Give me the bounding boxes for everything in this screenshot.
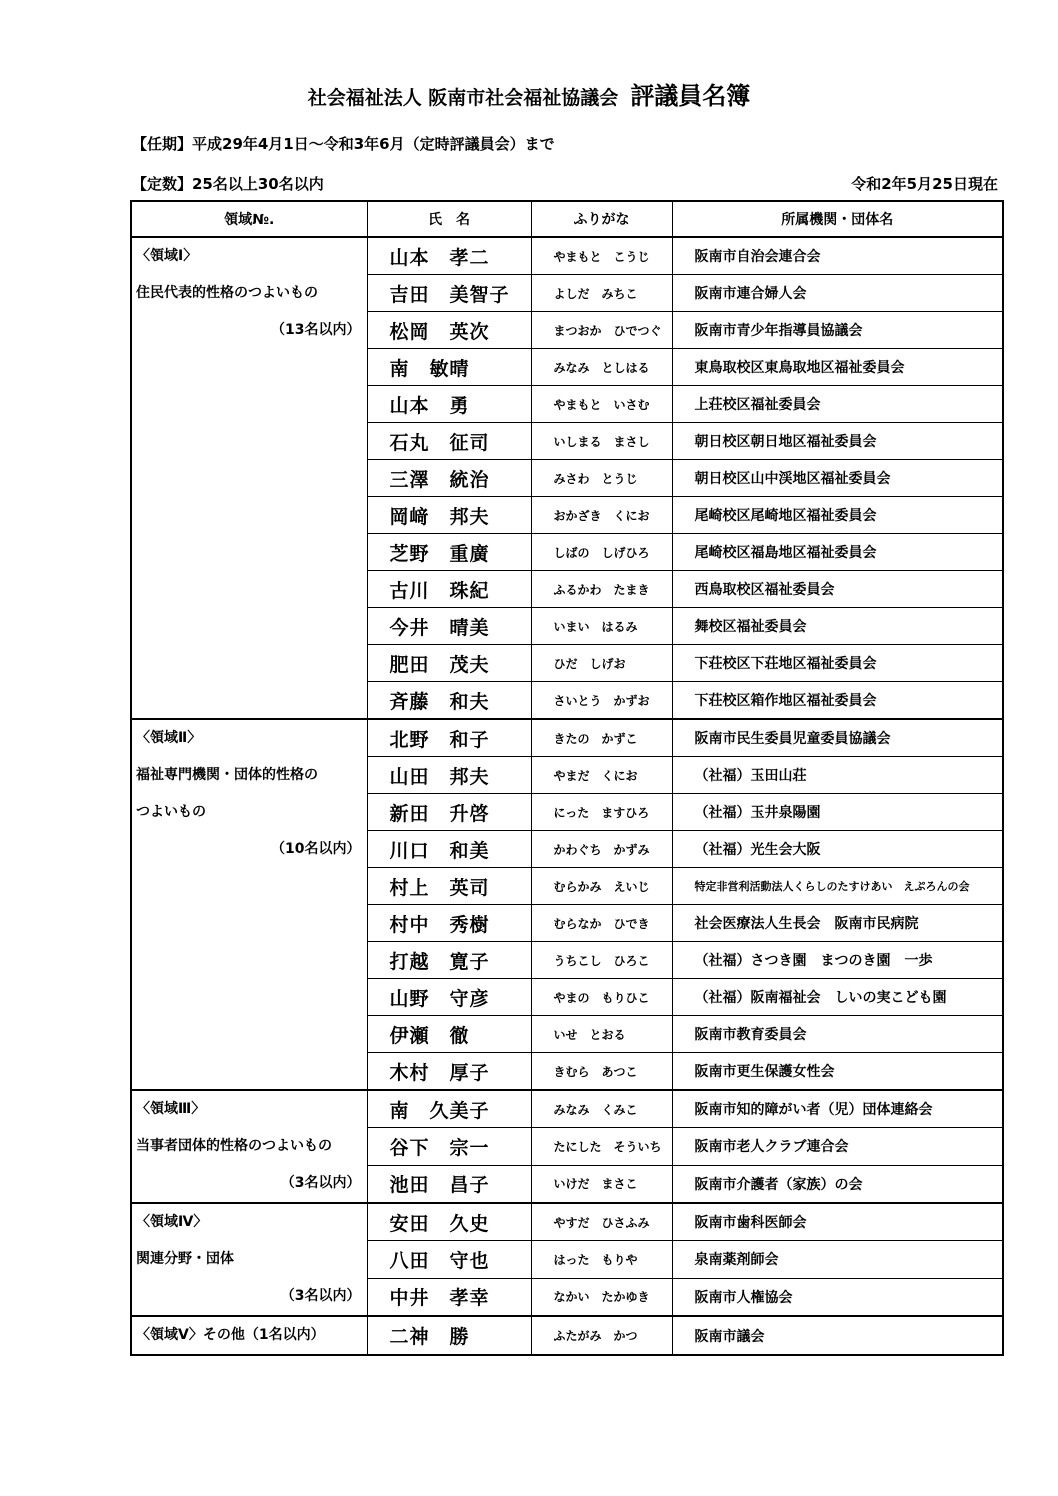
domain-label: 〈領域Ⅴ〉その他（1名以内）: [136, 1327, 325, 1343]
header-kana: ふりがな: [531, 201, 672, 237]
member-org: 朝日校区朝日地区福祉委員会: [672, 423, 1003, 460]
table-row: [131, 1090, 1003, 1128]
domain-label: 当事者団体的性格のつよいもの: [136, 1138, 332, 1154]
member-name: 古川 珠紀: [367, 571, 531, 608]
member-kana: たにした そういち: [531, 1128, 672, 1165]
member-kana: ふたがみ かつ: [531, 1316, 672, 1355]
member-org: （社福）光生会大阪: [672, 831, 1003, 868]
as-of-date: 令和2年5月25日現在: [851, 175, 998, 193]
member-kana: やまもと いさむ: [531, 386, 672, 423]
member-name: 松岡 英次: [367, 312, 531, 349]
member-kana: やまだ くにお: [531, 757, 672, 794]
member-org: （社福）さつき園 まつのき園 一歩: [672, 942, 1003, 979]
member-kana: むらなか ひでき: [531, 905, 672, 942]
roster-table: [130, 200, 1004, 1356]
title-doc: 評議員名簿: [630, 82, 751, 110]
member-org: 舞校区福祉委員会: [672, 608, 1003, 645]
domain-label: 関連分野・団体: [136, 1251, 234, 1267]
member-org: 特定非営利活動法人くらしのたすけあい えぷろんの会: [672, 868, 1003, 905]
member-kana: やすだ ひさふみ: [531, 1203, 672, 1241]
member-name: 肥田 茂夫: [367, 645, 531, 682]
member-org: 阪南市老人クラブ連合会: [672, 1128, 1003, 1165]
member-org: 阪南市自治会連合会: [672, 237, 1003, 275]
member-name: 新田 升啓: [367, 794, 531, 831]
domain-label: 福祉専門機関・団体的性格の: [136, 767, 318, 783]
member-org: 阪南市青少年指導員協議会: [672, 312, 1003, 349]
member-name: 打越 寛子: [367, 942, 531, 979]
domain-limit: （3名以内）: [280, 1288, 361, 1304]
table-header-row: [131, 201, 1003, 237]
member-kana: うちこし ひろこ: [531, 942, 672, 979]
domain-limit: （3名以内）: [280, 1175, 361, 1191]
member-kana: いまい はるみ: [531, 608, 672, 645]
member-org: （社福）玉井泉陽園: [672, 794, 1003, 831]
member-name: 八田 守也: [367, 1241, 531, 1278]
member-name: 山田 邦夫: [367, 757, 531, 794]
member-name: 山本 勇: [367, 386, 531, 423]
member-name: 二神 勝: [367, 1316, 531, 1355]
member-kana: おかざき くにお: [531, 497, 672, 534]
member-org: 阪南市人権協会: [672, 1278, 1003, 1316]
table-row: [131, 719, 1003, 757]
domain-limit: （10名以内）: [271, 841, 361, 857]
table-row: [131, 1316, 1003, 1355]
member-kana: ひだ しげお: [531, 645, 672, 682]
domain-label: 〈領域Ⅰ〉: [136, 248, 198, 264]
member-org: 阪南市民生委員児童委員協議会: [672, 719, 1003, 757]
member-org: 西鳥取校区福祉委員会: [672, 571, 1003, 608]
member-name: 谷下 宗一: [367, 1128, 531, 1165]
member-kana: いけだ まさこ: [531, 1165, 672, 1203]
member-name: 村上 英司: [367, 868, 531, 905]
member-kana: さいとう かずお: [531, 682, 672, 720]
member-kana: よしだ みちこ: [531, 275, 672, 312]
page-title: [0, 76, 1058, 111]
member-kana: かわぐち かずみ: [531, 831, 672, 868]
member-name: 今井 晴美: [367, 608, 531, 645]
roster-body: [131, 237, 1003, 1355]
member-name: 斉藤 和夫: [367, 682, 531, 720]
domain-limit: （13名以内）: [271, 322, 361, 338]
member-name: 北野 和子: [367, 719, 531, 757]
member-name: 村中 秀樹: [367, 905, 531, 942]
member-org: 下荘校区箱作地区福祉委員会: [672, 682, 1003, 720]
member-name: 山野 守彦: [367, 979, 531, 1016]
member-kana: みさわ とうじ: [531, 460, 672, 497]
member-kana: やまの もりひこ: [531, 979, 672, 1016]
member-org: 阪南市更生保護女性会: [672, 1053, 1003, 1091]
header-name: 氏 名: [367, 201, 531, 237]
member-org: 阪南市連合婦人会: [672, 275, 1003, 312]
member-name: 中井 孝幸: [367, 1278, 531, 1316]
member-kana: ふるかわ たまき: [531, 571, 672, 608]
domain-label: 〈領域Ⅲ〉: [136, 1101, 206, 1117]
member-org: 阪南市介護者（家族）の会: [672, 1165, 1003, 1203]
member-org: 東鳥取校区東鳥取地区福祉委員会: [672, 349, 1003, 386]
header-org: 所属機関・団体名: [672, 201, 1003, 237]
member-name: 芝野 重廣: [367, 534, 531, 571]
member-org: 阪南市議会: [672, 1316, 1003, 1355]
table-row: [131, 237, 1003, 275]
domain-cell: [131, 1090, 367, 1203]
member-kana: いしまる まさし: [531, 423, 672, 460]
member-org: 阪南市知的障がい者（児）団体連絡会: [672, 1090, 1003, 1128]
member-kana: しばの しげひろ: [531, 534, 672, 571]
member-kana: はった もりや: [531, 1241, 672, 1278]
member-name: 石丸 征司: [367, 423, 531, 460]
term-text: 【任期】平成29年4月1日～令和3年6月（定時評議員会）まで: [132, 135, 555, 153]
member-kana: きむら あつこ: [531, 1053, 672, 1091]
member-kana: やまもと こうじ: [531, 237, 672, 275]
domain-cell: [131, 237, 367, 719]
member-kana: いせ とおる: [531, 1016, 672, 1053]
member-kana: にった ますひろ: [531, 794, 672, 831]
domain-cell: [131, 1203, 367, 1316]
member-name: 伊瀬 徹: [367, 1016, 531, 1053]
member-name: 南 久美子: [367, 1090, 531, 1128]
domain-cell: [131, 719, 367, 1090]
domain-label: 住民代表的性格のつよいもの: [136, 285, 318, 301]
table-row: [131, 1203, 1003, 1241]
member-name: 南 敏晴: [367, 349, 531, 386]
member-org: 尾崎校区尾崎地区福祉委員会: [672, 497, 1003, 534]
member-name: 山本 孝二: [367, 237, 531, 275]
member-org: 尾崎校区福島地区福祉委員会: [672, 534, 1003, 571]
member-org: 下荘校区下荘地区福祉委員会: [672, 645, 1003, 682]
member-name: 三澤 統治: [367, 460, 531, 497]
member-org: （社福）玉田山荘: [672, 757, 1003, 794]
member-name: 木村 厚子: [367, 1053, 531, 1091]
member-org: （社福）阪南福祉会 しいの実こども園: [672, 979, 1003, 1016]
member-org: 社会医療法人生長会 阪南市民病院: [672, 905, 1003, 942]
member-name: 川口 和美: [367, 831, 531, 868]
member-kana: きたの かずこ: [531, 719, 672, 757]
member-org: 阪南市歯科医師会: [672, 1203, 1003, 1241]
member-name: 岡﨑 邦夫: [367, 497, 531, 534]
member-kana: みなみ くみこ: [531, 1090, 672, 1128]
member-kana: まつおか ひでつぐ: [531, 312, 672, 349]
domain-label: つよいもの: [136, 804, 206, 820]
member-kana: むらかみ えいじ: [531, 868, 672, 905]
member-name: 吉田 美智子: [367, 275, 531, 312]
header-domain: 領域№.: [131, 201, 367, 237]
member-kana: なかい たかゆき: [531, 1278, 672, 1316]
member-name: 池田 昌子: [367, 1165, 531, 1203]
quota-text: 【定数】25名以上30名以内: [132, 175, 324, 193]
member-kana: みなみ としはる: [531, 349, 672, 386]
domain-label: 〈領域Ⅳ〉: [136, 1214, 208, 1230]
domain-label: 〈領域Ⅱ〉: [136, 730, 202, 746]
member-name: 安田 久史: [367, 1203, 531, 1241]
member-org: 朝日校区山中渓地区福祉委員会: [672, 460, 1003, 497]
member-org: 泉南薬剤師会: [672, 1241, 1003, 1278]
domain-cell: [131, 1316, 367, 1355]
member-org: 阪南市教育委員会: [672, 1016, 1003, 1053]
member-org: 上荘校区福祉委員会: [672, 386, 1003, 423]
title-org: 社会福祉法人 阪南市社会福祉協議会: [307, 87, 619, 109]
